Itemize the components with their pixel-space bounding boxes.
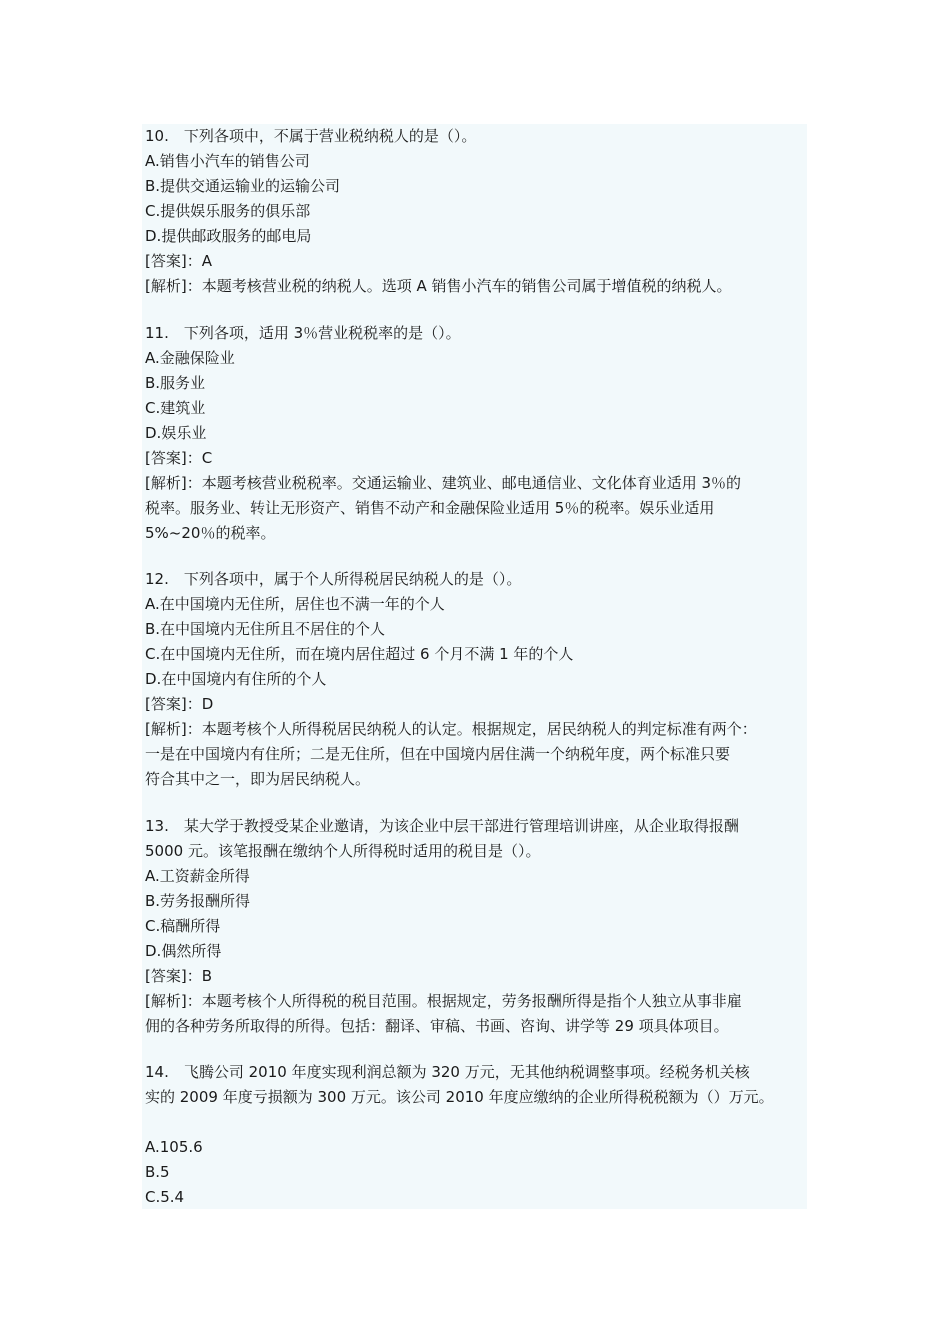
question-text: 5000 元。该笔报酬在缴纳个人所得税时适用的税目是（）。 [145, 842, 541, 860]
blank-line [145, 1110, 825, 1135]
option-d: D.娱乐业 [145, 424, 207, 442]
option-b: B.劳务报酬所得 [145, 892, 251, 910]
option-b: B.5 [145, 1163, 170, 1181]
option-a: A.金融保险业 [145, 349, 235, 367]
question-text: 12. 下列各项中，属于个人所得税居民纳税人的是（）。 [145, 570, 522, 588]
option-d: D.偶然所得 [145, 942, 222, 960]
option-b: B.服务业 [145, 374, 206, 392]
option-c: C.稿酬所得 [145, 917, 221, 935]
option-b: B.提供交通运输业的运输公司 [145, 177, 341, 195]
question-text: 10. 下列各项中，不属于营业税纳税人的是（）。 [145, 127, 477, 145]
question-11 [145, 321, 825, 546]
question-text: 14. 飞腾公司 2010 年度实现利润总额为 320 万元，无其他纳税调整事项。经税务机关核 [145, 1063, 750, 1081]
explanation: [解析]：本题考核营业税的纳税人。选项 A 销售小汽车的销售公司属于增值税的纳税人。 [145, 277, 732, 295]
option-d: D.在中国境内有住所的个人 [145, 670, 327, 688]
option-c: C.提供娱乐服务的俱乐部 [145, 202, 311, 220]
explanation: [解析]：本题考核营业税税率。交通运输业、建筑业、邮电通信业、文化体育业适用 3％的 [145, 474, 742, 492]
option-a: A.105.6 [145, 1138, 203, 1156]
explanation: 税率。服务业、转让无形资产、销售不动产和金融保险业适用 5％的税率。娱乐业适用 [145, 499, 715, 517]
option-c: C.5.4 [145, 1188, 185, 1206]
explanation: [解析]：本题考核个人所得税的税目范围。根据规定，劳务报酬所得是指个人独立从事非雇 [145, 992, 742, 1010]
option-a: A.在中国境内无住所，居住也不满一年的个人 [145, 595, 445, 613]
question-14 [145, 1060, 825, 1210]
answer: [答案]：C [145, 449, 213, 467]
option-d: D.提供邮政服务的邮电局 [145, 227, 312, 245]
answer: [答案]：D [145, 695, 214, 713]
explanation: 符合其中之一，即为居民纳税人。 [145, 770, 371, 788]
option-a: A.销售小汽车的销售公司 [145, 152, 310, 170]
answer: [答案]：B [145, 967, 212, 985]
explanation: 一是在中国境内有住所；二是无住所，但在中国境内居住满一个纳税年度，两个标准只要 [145, 745, 731, 763]
question-12 [145, 567, 825, 792]
option-c: C.建筑业 [145, 399, 206, 417]
question-text: 实的 2009 年度亏损额为 300 万元。该公司 2010 年度应缴纳的企业所得税税额为（）万元。 [145, 1088, 774, 1106]
option-a: A.工资薪金所得 [145, 867, 250, 885]
option-c: C.在中国境内无住所，而在境内居住超过 6 个月不满 1 年的个人 [145, 645, 574, 663]
explanation: 佣的各种劳务所取得的所得。包括：翻译、审稿、书画、咨询、讲学等 29 项具体项目。 [145, 1017, 729, 1035]
question-10 [145, 124, 825, 299]
answer: [答案]：A [145, 252, 212, 270]
question-text: 11. 下列各项，适用 3％营业税税率的是（）。 [145, 324, 461, 342]
explanation: [解析]：本题考核个人所得税居民纳税人的认定。根据规定，居民纳税人的判定标准有两个： [145, 720, 757, 738]
option-b: B.在中国境内无住所且不居住的个人 [145, 620, 386, 638]
question-13 [145, 814, 825, 1039]
explanation: 5%~20％的税率。 [145, 524, 276, 542]
question-text: 13. 某大学于教授受某企业邀请，为该企业中层干部进行管理培训讲座，从企业取得报酬 [145, 817, 739, 835]
